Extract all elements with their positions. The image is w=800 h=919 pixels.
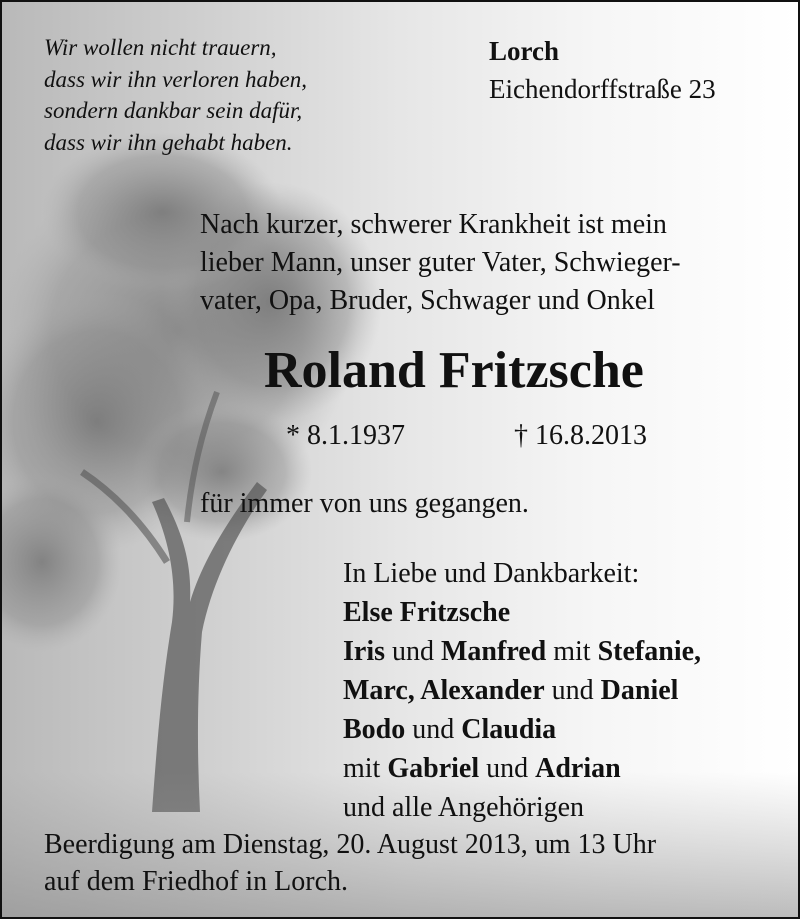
family-line <box>343 632 701 671</box>
family-closing: und alle Angehörigen <box>343 792 585 823</box>
connector-text: und <box>405 714 462 745</box>
connector-text: und <box>385 636 441 667</box>
address-town: Lorch <box>489 36 560 66</box>
family-name: Manfred <box>441 636 547 667</box>
connector-text: mit <box>546 636 598 667</box>
family-name: Marc, Alexander <box>343 675 545 706</box>
death-date: † 16.8.2013 <box>514 420 647 451</box>
connector-text: und <box>544 675 601 706</box>
passing-text: für immer von uns gegangen. <box>200 488 529 519</box>
intro-line: vater, Opa, Bruder, Schwager und Onkel <box>200 285 655 316</box>
funeral-info <box>44 826 656 900</box>
family-name: Adrian <box>535 753 621 784</box>
family-line <box>343 710 701 749</box>
intro-line: Nach kurzer, schwerer Krankheit ist mein <box>200 209 667 240</box>
connector-text: und <box>479 753 536 784</box>
intro-text <box>200 206 681 320</box>
poem-line: sondern dankbar sein dafür, <box>44 98 303 123</box>
poem-verse <box>44 32 307 158</box>
funeral-line: auf dem Friedhof in Lorch. <box>44 866 349 897</box>
address-block <box>489 32 716 108</box>
birth-date: * 8.1.1937 <box>286 420 405 451</box>
family-name: Stefanie, <box>597 636 702 667</box>
intro-line: lieber Mann, unser guter Vater, Schwieger- <box>200 247 681 278</box>
family-line <box>343 749 701 788</box>
family-name: Else Fritzsche <box>343 597 511 628</box>
connector-text: mit <box>343 753 388 784</box>
family-line <box>343 671 701 710</box>
funeral-line: Beerdigung am Dienstag, 20. August 2013, um 13 Uhr <box>44 829 657 860</box>
address-street: Eichendorffstraße 23 <box>489 74 716 104</box>
family-name: Bodo <box>343 714 406 745</box>
family-heading: In Liebe und Dankbarkeit: <box>343 558 640 589</box>
family-line <box>343 593 701 632</box>
deceased-name: Roland Fritzsche <box>264 342 644 399</box>
family-name: Gabriel <box>387 753 480 784</box>
family-name: Iris <box>343 636 385 667</box>
family-name: Claudia <box>461 714 557 745</box>
poem-line: dass wir ihn gehabt haben. <box>44 129 293 155</box>
family-name: Daniel <box>600 675 679 706</box>
family-signature <box>343 554 701 827</box>
poem-line: dass wir ihn verloren haben, <box>44 66 307 92</box>
poem-line: Wir wollen nicht trauern, <box>44 35 277 60</box>
